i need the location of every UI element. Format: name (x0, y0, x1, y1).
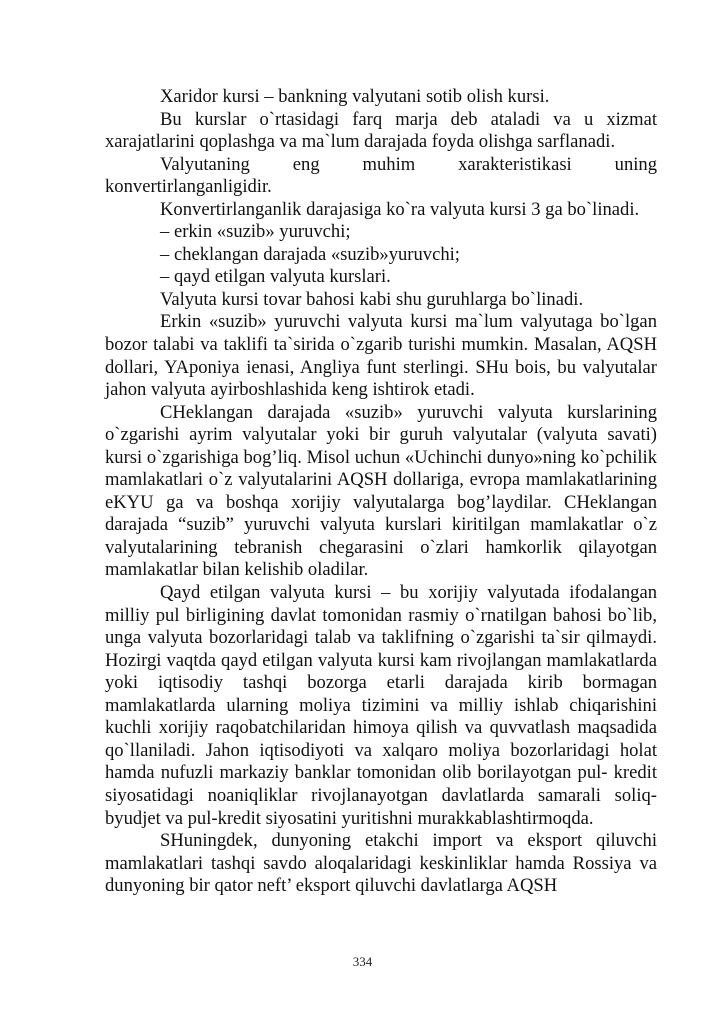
paragraph-limited-floating: CHeklangan darajada «suzib» yuruvchi valyuta kurslarining o`zgarishi ayrim valyutalar yoki bir guruh valyutalar (valyuta savati) kursi o`zgarishiga bog’liq. Misol uchun «Uchinchi dunyo»ning ko`pchilik mamlakatlari o`z valyutalarini AQSH dollariga, evropa mamlakatlarining eKYU ga va boshqa xorijiy valyutalarga bog’laydilar. CHeklangan darajada “suzib” yuruvchi valyuta kurslari kiritilgan mamlakatlar o`z valyutalarining tebranish chegarasini o`zlari hamkorlik qilayotgan mamlakatlar bilan kelishib oladilar. (105, 401, 657, 581)
paragraph-margin: Bu kurslar o`rtasidagi farq marja deb ataladi va u xizmat xarajatlarini qoplashga va ma`lum darajada foyda olishga sarflanadi. (105, 108, 657, 153)
list-item: – erkin «suzib» yuruvchi; (160, 221, 351, 243)
page-number: 334 (352, 954, 373, 969)
paragraph-groups: Valyuta kursi tovar bahosi kabi shu guruhlarga bo`linadi. (160, 288, 584, 310)
document-body (105, 86, 657, 898)
paragraph-convertibility-levels: Konvertirlanganlik darajasiga ko`ra valyuta kursi 3 ga bo`linadi. (160, 198, 640, 220)
list-item: – qayd etilgan valyuta kurslari. (160, 266, 391, 288)
paragraph-convertibility: Valyutaning eng muhim xarakteristikasi uning konvertirlanganligidir. (105, 153, 657, 198)
paragraph-fixed-rate: Qayd etilgan valyuta kursi – bu xorijiy valyutada ifodalangan milliy pul birligining davlat tomonidan rasmiy o`rnatilgan bahosi bo`lib, unga valyuta bozorlaridagi talab va taklifning o`zgarishi ta`sir qilmaydi. Hozirgi vaqtda qayd etilgan valyuta kursi kam rivojlangan mamlakatlarda yoki iqtisodiy tashqi bozorga etarli darajada kirib bormagan mamlakatlarda ularning moliya tizimini va milliy ishlab chiqarishini kuchli xorijiy raqobatchilaridan himoya qilish va quvvatlash maqsadida qo`llaniladi. Jahon iqtisodiyoti va xalqaro moliya bozorlaridagi holat hamda nufuzli markaziy banklar tomonidan olib borilayotgan pul- kredit siyosatidagi noaniqliklar rivojlanayotgan davlatlarda samarali soliq-byudjet va pul-kredit siyosatini yuritishni murakkablashtirmoqda. (105, 582, 657, 829)
paragraph-trade-tensions: SHuningdek, dunyoning etakchi import va eksport qiluvchi mamlakatlari tashqi savdo aloqalaridagi keskinliklar hamda Rossiya va dunyoning bir qator neft’ eksport qiluvchi davlatlarga AQSH (105, 830, 657, 897)
paragraph-floating-rate: Erkin «suzib» yuruvchi valyuta kursi ma`lum valyutaga bo`lgan bozor talabi va taklifi ta`sirida o`zgarib turishi mumkin. Masalan, AQSH dollari, YAponiya ienasi, Angliya funt sterlingi. SHu bois, bu valyutalar jahon valyuta ayirboshlashida keng ishtirok etadi. (105, 311, 657, 401)
list-item: – cheklangan darajada «suzib»yuruvchi; (160, 243, 460, 265)
paragraph-buyer-rate: Xaridor kursi – bankning valyutani sotib olish kursi. (160, 86, 550, 107)
